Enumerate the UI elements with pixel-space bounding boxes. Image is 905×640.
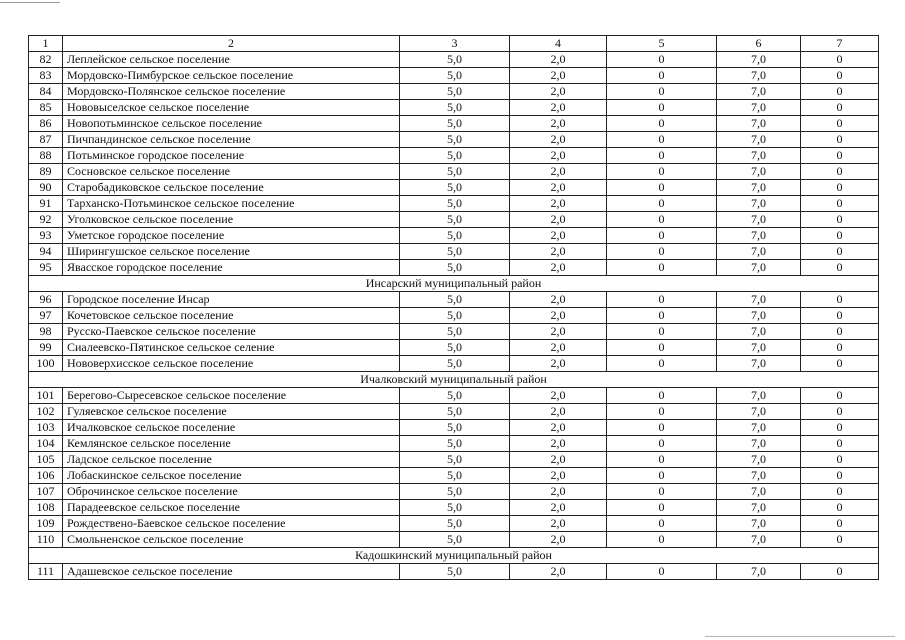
value-col-6: 7,0 — [717, 132, 801, 148]
header-col-7: 7 — [801, 36, 879, 52]
value-col-5: 0 — [607, 228, 717, 244]
value-col-7: 0 — [801, 100, 879, 116]
district-section-row — [29, 548, 879, 564]
value-col-7: 0 — [801, 180, 879, 196]
value-col-4: 2,0 — [510, 516, 607, 532]
settlement-name: Оброчинское сельское поселение — [63, 484, 400, 500]
table-row — [29, 340, 879, 356]
value-col-6: 7,0 — [717, 468, 801, 484]
table-row — [29, 452, 879, 468]
value-col-3: 5,0 — [400, 468, 510, 484]
value-col-6: 7,0 — [717, 308, 801, 324]
value-col-5: 0 — [607, 484, 717, 500]
value-col-6: 7,0 — [717, 164, 801, 180]
row-number: 95 — [29, 260, 63, 276]
row-number: 108 — [29, 500, 63, 516]
table-row — [29, 292, 879, 308]
value-col-7: 0 — [801, 532, 879, 548]
value-col-4: 2,0 — [510, 100, 607, 116]
value-col-7: 0 — [801, 116, 879, 132]
value-col-5: 0 — [607, 516, 717, 532]
value-col-7: 0 — [801, 324, 879, 340]
value-col-7: 0 — [801, 52, 879, 68]
value-col-6: 7,0 — [717, 340, 801, 356]
value-col-4: 2,0 — [510, 564, 607, 580]
settlement-name: Русско-Паевское сельское поселение — [63, 324, 400, 340]
value-col-6: 7,0 — [717, 260, 801, 276]
row-number: 92 — [29, 212, 63, 228]
value-col-6: 7,0 — [717, 484, 801, 500]
settlement-name: Ладское сельское поселение — [63, 452, 400, 468]
table-row — [29, 484, 879, 500]
value-col-5: 0 — [607, 468, 717, 484]
value-col-3: 5,0 — [400, 244, 510, 260]
value-col-4: 2,0 — [510, 148, 607, 164]
value-col-7: 0 — [801, 164, 879, 180]
settlement-name: Кемлянское сельское поселение — [63, 436, 400, 452]
district-title: Ичалковский муниципальный район — [29, 372, 879, 388]
header-col-4: 4 — [510, 36, 607, 52]
header-col-6: 6 — [717, 36, 801, 52]
value-col-5: 0 — [607, 292, 717, 308]
settlement-name: Уметское городское поселение — [63, 228, 400, 244]
table-row — [29, 564, 879, 580]
value-col-5: 0 — [607, 436, 717, 452]
value-col-3: 5,0 — [400, 228, 510, 244]
value-col-3: 5,0 — [400, 452, 510, 468]
value-col-6: 7,0 — [717, 52, 801, 68]
table-row — [29, 308, 879, 324]
value-col-4: 2,0 — [510, 228, 607, 244]
settlement-name: Гуляевское сельское поселение — [63, 404, 400, 420]
value-col-6: 7,0 — [717, 420, 801, 436]
value-col-6: 7,0 — [717, 404, 801, 420]
value-col-4: 2,0 — [510, 452, 607, 468]
value-col-7: 0 — [801, 564, 879, 580]
value-col-3: 5,0 — [400, 164, 510, 180]
value-col-6: 7,0 — [717, 356, 801, 372]
value-col-7: 0 — [801, 468, 879, 484]
value-col-7: 0 — [801, 84, 879, 100]
value-col-4: 2,0 — [510, 68, 607, 84]
value-col-4: 2,0 — [510, 292, 607, 308]
value-col-7: 0 — [801, 68, 879, 84]
value-col-5: 0 — [607, 84, 717, 100]
value-col-6: 7,0 — [717, 324, 801, 340]
value-col-3: 5,0 — [400, 404, 510, 420]
value-col-6: 7,0 — [717, 436, 801, 452]
value-col-4: 2,0 — [510, 132, 607, 148]
settlement-name: Пичпандинское сельское поселение — [63, 132, 400, 148]
row-number: 86 — [29, 116, 63, 132]
value-col-5: 0 — [607, 180, 717, 196]
table-row — [29, 212, 879, 228]
value-col-7: 0 — [801, 436, 879, 452]
row-number: 101 — [29, 388, 63, 404]
row-number: 104 — [29, 436, 63, 452]
value-col-3: 5,0 — [400, 388, 510, 404]
value-col-6: 7,0 — [717, 228, 801, 244]
value-col-5: 0 — [607, 324, 717, 340]
settlement-name: Леплейское сельское поселение — [63, 52, 400, 68]
value-col-3: 5,0 — [400, 340, 510, 356]
header-col-2: 2 — [63, 36, 400, 52]
row-number: 97 — [29, 308, 63, 324]
value-col-7: 0 — [801, 228, 879, 244]
table-row — [29, 500, 879, 516]
row-number: 110 — [29, 532, 63, 548]
row-number: 93 — [29, 228, 63, 244]
settlement-name: Явасское городское поселение — [63, 260, 400, 276]
value-col-4: 2,0 — [510, 420, 607, 436]
table-row — [29, 196, 879, 212]
value-col-5: 0 — [607, 564, 717, 580]
table-row — [29, 532, 879, 548]
value-col-7: 0 — [801, 132, 879, 148]
row-number: 107 — [29, 484, 63, 500]
value-col-7: 0 — [801, 356, 879, 372]
table-row — [29, 180, 879, 196]
settlement-name: Уголковское сельское поселение — [63, 212, 400, 228]
table-row — [29, 164, 879, 180]
table-row — [29, 468, 879, 484]
value-col-6: 7,0 — [717, 116, 801, 132]
value-col-5: 0 — [607, 100, 717, 116]
value-col-7: 0 — [801, 484, 879, 500]
table-row — [29, 132, 879, 148]
row-number: 102 — [29, 404, 63, 420]
value-col-6: 7,0 — [717, 244, 801, 260]
settlement-name: Сосновское сельское поселение — [63, 164, 400, 180]
settlement-name: Городское поселение Инсар — [63, 292, 400, 308]
row-number: 103 — [29, 420, 63, 436]
value-col-6: 7,0 — [717, 212, 801, 228]
settlement-name: Потьминское городское поселение — [63, 148, 400, 164]
value-col-3: 5,0 — [400, 308, 510, 324]
table-row — [29, 244, 879, 260]
table-row — [29, 436, 879, 452]
value-col-4: 2,0 — [510, 84, 607, 100]
value-col-7: 0 — [801, 212, 879, 228]
value-col-5: 0 — [607, 532, 717, 548]
district-section-row — [29, 276, 879, 292]
value-col-5: 0 — [607, 340, 717, 356]
value-col-5: 0 — [607, 244, 717, 260]
value-col-7: 0 — [801, 388, 879, 404]
value-col-4: 2,0 — [510, 52, 607, 68]
row-number: 100 — [29, 356, 63, 372]
value-col-7: 0 — [801, 260, 879, 276]
value-col-6: 7,0 — [717, 84, 801, 100]
value-col-5: 0 — [607, 388, 717, 404]
value-col-7: 0 — [801, 148, 879, 164]
district-title: Кадошкинский муниципальный район — [29, 548, 879, 564]
value-col-4: 2,0 — [510, 532, 607, 548]
scan-mark-top-left — [0, 2, 60, 3]
table-row — [29, 356, 879, 372]
table-header-row — [29, 36, 879, 52]
table-row — [29, 228, 879, 244]
value-col-3: 5,0 — [400, 516, 510, 532]
value-col-3: 5,0 — [400, 356, 510, 372]
value-col-6: 7,0 — [717, 516, 801, 532]
scan-mark-bottom-right — [705, 636, 895, 637]
value-col-3: 5,0 — [400, 84, 510, 100]
value-col-6: 7,0 — [717, 148, 801, 164]
value-col-7: 0 — [801, 292, 879, 308]
row-number: 94 — [29, 244, 63, 260]
settlement-name: Сиалеевско-Пятинское сельское селение — [63, 340, 400, 356]
table-row — [29, 84, 879, 100]
settlement-name: Смольненское сельское поселение — [63, 532, 400, 548]
table-row — [29, 324, 879, 340]
value-col-4: 2,0 — [510, 260, 607, 276]
settlement-name: Тарханско-Потьминское сельское поселение — [63, 196, 400, 212]
header-col-1: 1 — [29, 36, 63, 52]
settlements-table — [28, 35, 879, 580]
value-col-5: 0 — [607, 116, 717, 132]
value-col-5: 0 — [607, 212, 717, 228]
row-number: 84 — [29, 84, 63, 100]
table-body — [29, 36, 879, 580]
settlement-name: Кочетовское сельское поселение — [63, 308, 400, 324]
settlement-name: Адашевское сельское поселение — [63, 564, 400, 580]
value-col-4: 2,0 — [510, 500, 607, 516]
district-title: Инсарский муниципальный район — [29, 276, 879, 292]
district-section-row — [29, 372, 879, 388]
row-number: 98 — [29, 324, 63, 340]
value-col-3: 5,0 — [400, 148, 510, 164]
value-col-4: 2,0 — [510, 308, 607, 324]
value-col-3: 5,0 — [400, 180, 510, 196]
row-number: 89 — [29, 164, 63, 180]
value-col-5: 0 — [607, 52, 717, 68]
value-col-4: 2,0 — [510, 468, 607, 484]
table-row — [29, 420, 879, 436]
value-col-3: 5,0 — [400, 116, 510, 132]
value-col-7: 0 — [801, 308, 879, 324]
value-col-6: 7,0 — [717, 100, 801, 116]
value-col-4: 2,0 — [510, 244, 607, 260]
value-col-7: 0 — [801, 516, 879, 532]
value-col-5: 0 — [607, 260, 717, 276]
settlement-name: Ширингушское сельское поселение — [63, 244, 400, 260]
row-number: 83 — [29, 68, 63, 84]
row-number: 87 — [29, 132, 63, 148]
value-col-4: 2,0 — [510, 388, 607, 404]
value-col-3: 5,0 — [400, 564, 510, 580]
value-col-5: 0 — [607, 308, 717, 324]
row-number: 99 — [29, 340, 63, 356]
value-col-6: 7,0 — [717, 452, 801, 468]
value-col-4: 2,0 — [510, 436, 607, 452]
settlement-name: Нововерхисское сельское поселение — [63, 356, 400, 372]
value-col-7: 0 — [801, 452, 879, 468]
value-col-5: 0 — [607, 196, 717, 212]
settlement-name: Старобадиковское сельское поселение — [63, 180, 400, 196]
value-col-3: 5,0 — [400, 52, 510, 68]
value-col-3: 5,0 — [400, 420, 510, 436]
value-col-3: 5,0 — [400, 212, 510, 228]
value-col-5: 0 — [607, 452, 717, 468]
value-col-6: 7,0 — [717, 180, 801, 196]
value-col-6: 7,0 — [717, 68, 801, 84]
value-col-6: 7,0 — [717, 292, 801, 308]
value-col-3: 5,0 — [400, 292, 510, 308]
value-col-7: 0 — [801, 500, 879, 516]
value-col-3: 5,0 — [400, 436, 510, 452]
value-col-4: 2,0 — [510, 116, 607, 132]
value-col-3: 5,0 — [400, 324, 510, 340]
settlement-name: Мордовско-Пимбурское сельское поселение — [63, 68, 400, 84]
value-col-5: 0 — [607, 164, 717, 180]
row-number: 111 — [29, 564, 63, 580]
table-row — [29, 68, 879, 84]
value-col-5: 0 — [607, 404, 717, 420]
table-row — [29, 148, 879, 164]
value-col-3: 5,0 — [400, 132, 510, 148]
settlement-name: Парадеевское сельское поселение — [63, 500, 400, 516]
value-col-4: 2,0 — [510, 324, 607, 340]
header-col-3: 3 — [400, 36, 510, 52]
value-col-7: 0 — [801, 404, 879, 420]
table-row — [29, 116, 879, 132]
value-col-4: 2,0 — [510, 484, 607, 500]
value-col-3: 5,0 — [400, 500, 510, 516]
table-row — [29, 404, 879, 420]
value-col-5: 0 — [607, 356, 717, 372]
settlement-name: Мордовско-Полянское сельское поселение — [63, 84, 400, 100]
value-col-4: 2,0 — [510, 356, 607, 372]
row-number: 105 — [29, 452, 63, 468]
value-col-7: 0 — [801, 340, 879, 356]
row-number: 82 — [29, 52, 63, 68]
value-col-5: 0 — [607, 500, 717, 516]
value-col-4: 2,0 — [510, 404, 607, 420]
value-col-3: 5,0 — [400, 484, 510, 500]
header-col-5: 5 — [607, 36, 717, 52]
table-row — [29, 388, 879, 404]
settlement-name: Лобаскинское сельское поселение — [63, 468, 400, 484]
table-row — [29, 516, 879, 532]
value-col-5: 0 — [607, 148, 717, 164]
value-col-6: 7,0 — [717, 500, 801, 516]
value-col-4: 2,0 — [510, 340, 607, 356]
settlement-name: Нововыселское сельское поселение — [63, 100, 400, 116]
value-col-4: 2,0 — [510, 164, 607, 180]
value-col-6: 7,0 — [717, 388, 801, 404]
table-row — [29, 100, 879, 116]
value-col-4: 2,0 — [510, 180, 607, 196]
row-number: 96 — [29, 292, 63, 308]
value-col-4: 2,0 — [510, 196, 607, 212]
value-col-6: 7,0 — [717, 532, 801, 548]
value-col-3: 5,0 — [400, 68, 510, 84]
value-col-3: 5,0 — [400, 196, 510, 212]
row-number: 85 — [29, 100, 63, 116]
value-col-7: 0 — [801, 196, 879, 212]
value-col-6: 7,0 — [717, 564, 801, 580]
value-col-3: 5,0 — [400, 260, 510, 276]
settlement-name: Новопотьминское сельское поселение — [63, 116, 400, 132]
value-col-6: 7,0 — [717, 196, 801, 212]
row-number: 91 — [29, 196, 63, 212]
value-col-3: 5,0 — [400, 532, 510, 548]
value-col-3: 5,0 — [400, 100, 510, 116]
settlement-name: Ичалковское сельское поселение — [63, 420, 400, 436]
value-col-5: 0 — [607, 132, 717, 148]
value-col-5: 0 — [607, 68, 717, 84]
settlement-name: Рождествено-Баевское сельское поселение — [63, 516, 400, 532]
value-col-7: 0 — [801, 244, 879, 260]
value-col-4: 2,0 — [510, 212, 607, 228]
row-number: 90 — [29, 180, 63, 196]
row-number: 109 — [29, 516, 63, 532]
row-number: 88 — [29, 148, 63, 164]
value-col-5: 0 — [607, 420, 717, 436]
table-row — [29, 52, 879, 68]
row-number: 106 — [29, 468, 63, 484]
value-col-7: 0 — [801, 420, 879, 436]
settlement-name: Берегово-Сыресевское сельское поселение — [63, 388, 400, 404]
table-row — [29, 260, 879, 276]
